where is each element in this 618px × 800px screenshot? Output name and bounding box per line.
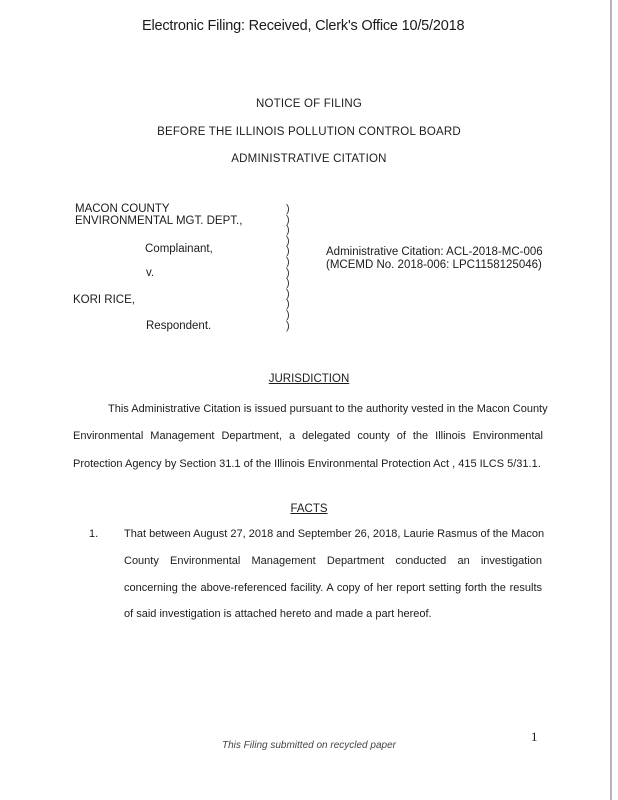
versus: v. (146, 267, 155, 279)
facts-line: of said investigation is attached hereto and made a part hereof. (124, 608, 432, 620)
paren: ) (286, 255, 290, 268)
paren: ) (286, 234, 290, 247)
caption-parentheses (286, 204, 290, 331)
paren: ) (286, 245, 290, 258)
paren: ) (286, 287, 290, 300)
paren: ) (286, 319, 290, 332)
page-edge-line (610, 0, 612, 800)
case-reference: (MCEMD No. 2018-006: LPC1158125046) (326, 259, 542, 271)
facts-item-number: 1. (89, 528, 99, 540)
filing-stamp: Electronic Filing: Received, Clerk's Office 10/5/2018 (142, 18, 465, 34)
complainant-name-line2: ENVIRONMENTAL MGT. DEPT., (75, 215, 243, 227)
facts-line: concerning the above-referenced facility. A copy of her report setting forth the results (124, 582, 542, 594)
facts-line: That between August 27, 2018 and September 26, 2018, Laurie Rasmus of the Macon (124, 528, 545, 540)
paren: ) (286, 277, 290, 290)
citation-title: ADMINISTRATIVE CITATION (231, 153, 387, 165)
complainant-name-line1: MACON COUNTY (75, 203, 170, 215)
paren: ) (286, 308, 290, 321)
jurisdiction-line: Environmental Management Department, a delegated county of the Illinois Environmental (73, 430, 543, 442)
paren: ) (286, 203, 290, 215)
board-title: BEFORE THE ILLINOIS POLLUTION CONTROL BOARD (157, 126, 461, 138)
jurisdiction-line: This Administrative Citation is issued pursuant to the authority vested in the Macon County (108, 403, 548, 415)
page-number: 1 (531, 729, 538, 744)
paren: ) (286, 266, 290, 279)
jurisdiction-line: Protection Agency by Section 31.1 of the Illinois Environmental Protection Act , 415 ILCS 5/31.1. (73, 458, 541, 470)
paren: ) (286, 298, 290, 311)
jurisdiction-heading: JURISDICTION (268, 373, 350, 385)
paren: ) (286, 213, 290, 226)
recycled-paper-note: This Filing submitted on recycled paper (222, 740, 396, 751)
case-number: Administrative Citation: ACL-2018-MC-006 (326, 246, 543, 258)
respondent-role: Respondent. (146, 320, 212, 332)
facts-heading: FACTS (290, 503, 328, 515)
notice-title: NOTICE OF FILING (255, 98, 363, 110)
facts-line: County Environmental Management Department conducted an investigation (124, 555, 542, 567)
paren: ) (286, 224, 290, 237)
complainant-role: Complainant, (145, 243, 213, 255)
respondent-name: KORI RICE, (73, 294, 135, 306)
